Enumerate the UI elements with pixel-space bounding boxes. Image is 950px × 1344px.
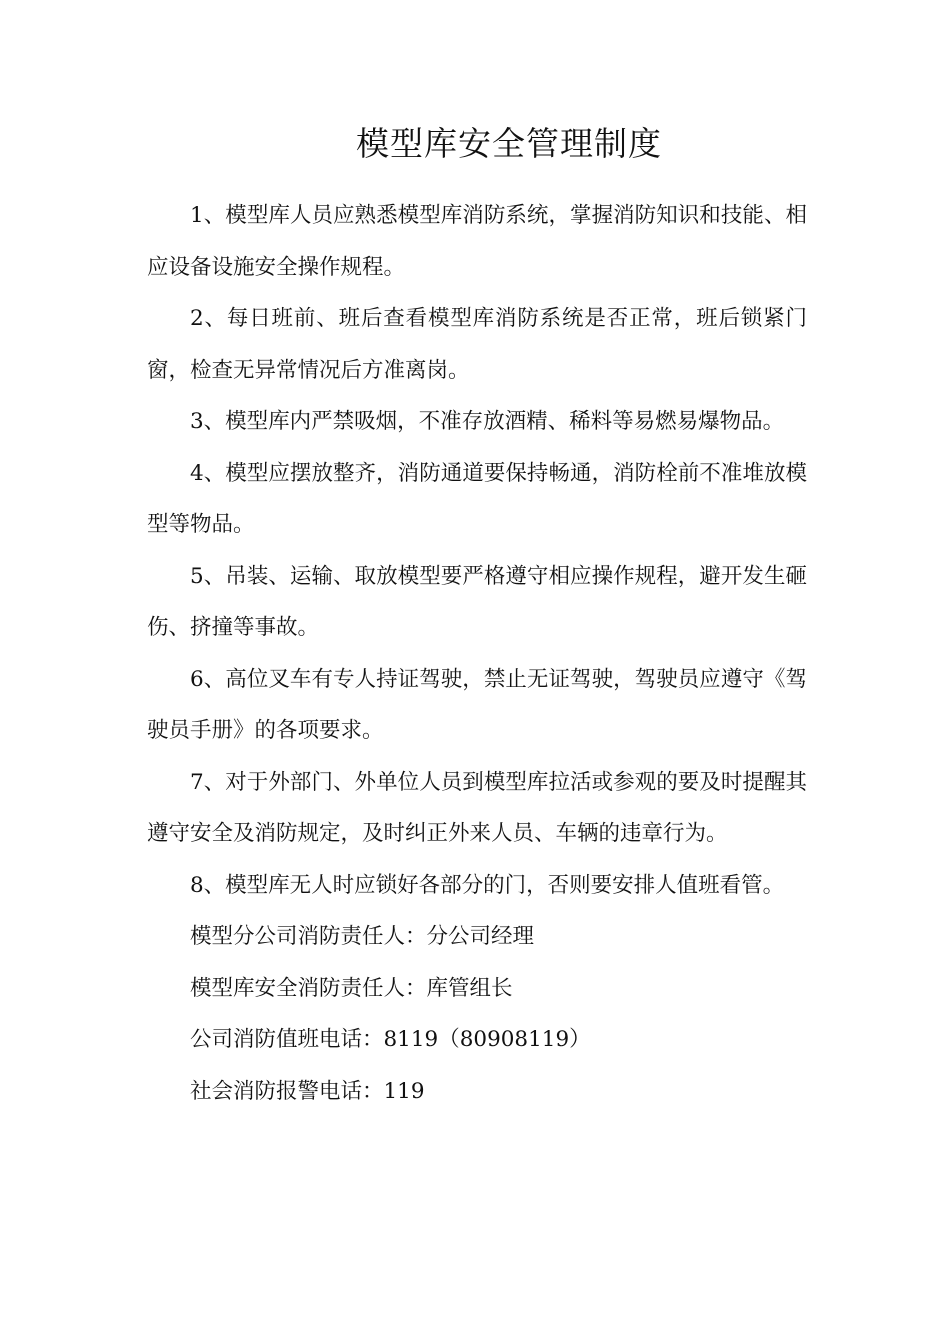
rule-6: 6、高位叉车有专人持证驾驶，禁止无证驾驶，驾驶员应遵守《驾驶员手册》的各项要求。 xyxy=(147,666,807,743)
rule-7: 7、对于外部门、外单位人员到模型库拉活或参观的要及时提醒其遵守安全及消防规定，及时纠正外来人员、车辆的违章行为。 xyxy=(147,769,807,846)
document-title: 模型库安全管理制度 xyxy=(356,124,662,163)
contact-duty-phone: 公司消防值班电话：8119（80908119） xyxy=(190,1027,591,1052)
rule-3: 3、模型库内严禁吸烟，不准存放酒精、稀料等易燃易爆物品。 xyxy=(190,409,785,434)
document-body xyxy=(147,190,807,1117)
rule-1: 1、模型库人员应熟悉模型库消防系统，掌握消防知识和技能、相应设备设施安全操作规程。 xyxy=(147,203,807,280)
rule-4: 4、模型应摆放整齐，消防通道要保持畅通，消防栓前不准堆放模型等物品。 xyxy=(147,460,807,537)
contact-branch-responsible: 模型分公司消防责任人：分公司经理 xyxy=(190,924,535,949)
rule-5: 5、吊装、运输、取放模型要严格遵守相应操作规程，避开发生砸伤、挤撞等事故。 xyxy=(147,563,807,640)
rule-8: 8、模型库无人时应锁好各部分的门，否则要安排人值班看管。 xyxy=(190,872,785,898)
contact-warehouse-responsible: 模型库安全消防责任人：库管组长 xyxy=(190,975,513,1001)
contact-emergency-phone: 社会消防报警电话：119 xyxy=(190,1078,425,1104)
rule-2: 2、每日班前、班后查看模型库消防系统是否正常，班后锁紧门窗，检查无异常情况后方准离岗。 xyxy=(147,306,807,383)
